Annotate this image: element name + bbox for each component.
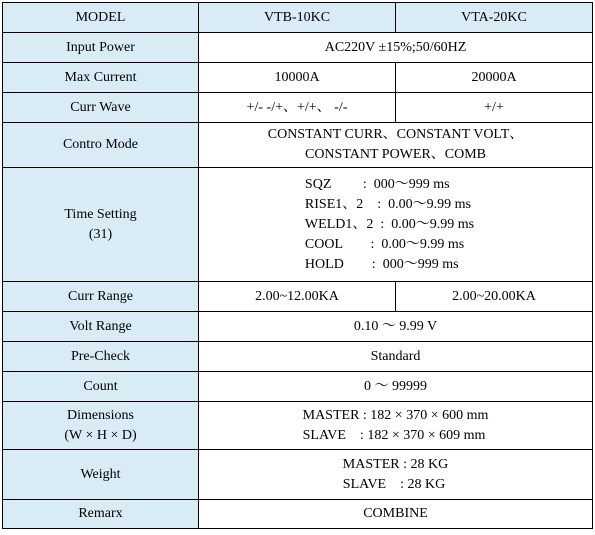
- curr-range-vta: 2.00~20.00KA: [396, 282, 593, 312]
- dimensions-master: MASTER : 182 × 370 × 600 mm: [302, 407, 489, 423]
- dimensions-row: [3, 402, 593, 450]
- weight-slave: SLAVE : 28 KG: [342, 476, 446, 492]
- max-current-vtb: 10000A: [199, 63, 396, 93]
- time-setting-sqz: SQZ : 000～999 ms: [304, 176, 450, 192]
- header-vtb: VTB-10KC: [199, 3, 396, 33]
- dimensions-label: [3, 402, 199, 450]
- input-power-value: AC220V ±15%;50/60HZ: [199, 33, 593, 63]
- time-setting-value: [199, 168, 593, 282]
- time-setting-row: [3, 168, 593, 282]
- dimensions-label-line-1: Dimensions: [67, 407, 134, 423]
- time-setting-weld: WELD1、2 : 0.00～9.99 ms: [304, 216, 475, 232]
- time-setting-rise: RISE1、2 : 0.00～9.99 ms: [304, 196, 471, 212]
- pre-check-label: Pre-Check: [3, 342, 199, 372]
- control-mode-line-2: CONSTANT POWER、COMB: [304, 147, 487, 162]
- weight-label: Weight: [3, 450, 199, 500]
- remark-label: Remarx: [3, 500, 199, 529]
- max-current-label: Max Current: [3, 63, 199, 93]
- control-mode-row: [3, 123, 593, 168]
- remark-value: COMBINE: [199, 500, 593, 529]
- volt-range-row: [3, 312, 593, 342]
- control-mode-line-1: CONSTANT CURR、CONSTANT VOLT、: [267, 127, 524, 142]
- weight-value: [199, 450, 593, 500]
- curr-range-vtb: 2.00~12.00KA: [199, 282, 396, 312]
- curr-wave-row: [3, 93, 593, 123]
- time-setting-label: [3, 168, 199, 282]
- volt-range-label: Volt Range: [3, 312, 199, 342]
- count-row: [3, 372, 593, 402]
- dimensions-label-line-2: (W × H × D): [64, 427, 137, 443]
- time-setting-hold: HOLD : 000～999 ms: [304, 256, 459, 272]
- input-power-row: [3, 33, 593, 63]
- max-current-vta: 20000A: [396, 63, 593, 93]
- curr-wave-vta: +/+: [396, 93, 593, 123]
- dimensions-slave: SLAVE : 182 × 370 × 609 mm: [302, 427, 486, 443]
- time-setting-cool: COOL : 0.00～9.99 ms: [304, 236, 465, 252]
- dimensions-value: [199, 402, 593, 450]
- header-model: MODEL: [3, 3, 199, 33]
- control-mode-value: [199, 123, 593, 168]
- input-power-label: Input Power: [3, 33, 199, 63]
- curr-range-row: [3, 282, 593, 312]
- count-value: 0 ～ 99999: [199, 372, 593, 402]
- count-label: Count: [3, 372, 199, 402]
- header-vta: VTA-20KC: [396, 3, 593, 33]
- remark-row: [3, 500, 593, 529]
- volt-range-value: 0.10 ～ 9.99 V: [199, 312, 593, 342]
- curr-wave-vtb: +/- -/+、+/+、 -/-: [199, 93, 396, 123]
- control-mode-label: Contro Mode: [3, 123, 199, 168]
- time-setting-label-line-2: (31): [88, 226, 113, 242]
- curr-wave-label: Curr Wave: [3, 93, 199, 123]
- spec-table: [2, 2, 593, 529]
- curr-range-label: Curr Range: [3, 282, 199, 312]
- pre-check-row: [3, 342, 593, 372]
- weight-row: [3, 450, 593, 500]
- max-current-row: [3, 63, 593, 93]
- time-setting-label-line-1: Time Setting: [64, 206, 137, 222]
- header-row: [3, 3, 593, 33]
- pre-check-value: Standard: [199, 342, 593, 372]
- weight-master: MASTER : 28 KG: [342, 456, 449, 472]
